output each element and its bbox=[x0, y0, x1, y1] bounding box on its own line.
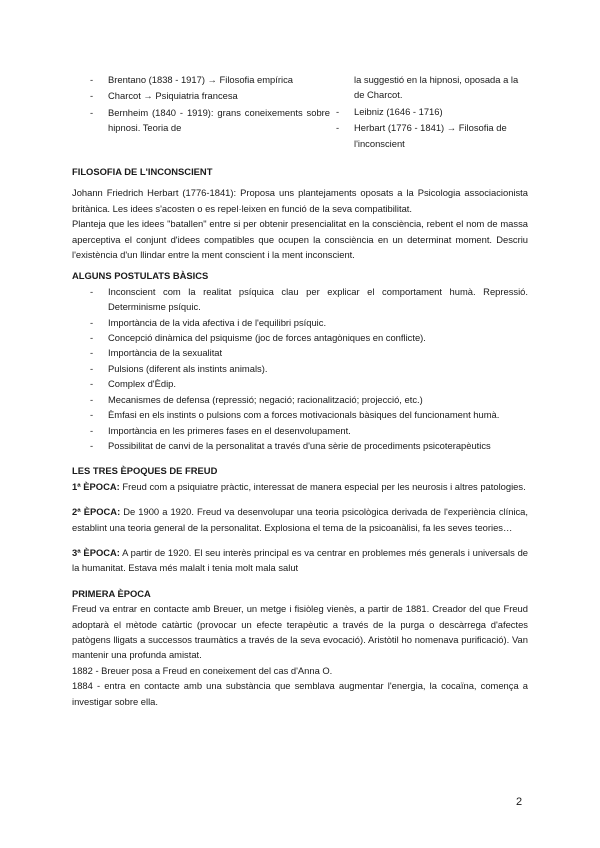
paragraph: Johann Friedrich Herbart (1776-1841): Proposa uns plantejaments oposats a la Psicologia associacionista britànica. Les idees s'acosten o es repel·leixen en funció de la seva compatibilitat. bbox=[72, 187, 528, 214]
page-number: 2 bbox=[516, 796, 523, 808]
list-item: - Importància de la vida afectiva i de l'equilibri psíquic. bbox=[90, 316, 327, 328]
paragraph: 1882 - Breuer posa a Freud en coneixement del cas d'Anna O. bbox=[72, 664, 333, 676]
section-heading: PRIMERA ÈPOCA bbox=[72, 587, 151, 599]
list-item: - Inconscient com la realitat psíquica clau per explicar el comportament humà. Repressió. Determinisme psíquic. bbox=[90, 285, 528, 313]
paragraph: Freud va entrar en contacte amb Breuer, un metge i fisiòleg vienès, a partir de 1881. Creador del que Freud adoptarà el mètode catàrtic (provocar un efecte terapèutic a través de la purga o descàrrega d'afectes patògens lligats a successos traumàtics a través de la seva evocació). Aristòtil ho nomenava purificació). Van mantenir una profunda amistat. bbox=[72, 603, 528, 661]
list-item: - Possibilitat de canvi de la personalitat a través d'una sèrie de procediments psicoterapèutics bbox=[90, 439, 491, 451]
section-heading: LES TRES ÈPOQUES DE FREUD bbox=[72, 465, 218, 477]
list-item: - Importància en les primeres fases en el desenvolupament. bbox=[90, 424, 351, 436]
postulates-list bbox=[90, 284, 528, 453]
main-content bbox=[72, 164, 528, 709]
list-item-continuation: la suggestió en la hipnosi, oposada a la de Charcot. bbox=[354, 74, 519, 101]
list-item: - Bernheim (1840 - 1919): grans coneixements sobre hipnosi. Teoria de bbox=[90, 106, 330, 134]
top-left-column bbox=[90, 72, 330, 137]
list-item: - Brentano (1838 - 1917) → Filosofia empírica bbox=[90, 74, 293, 85]
list-item: - Herbart (1776 - 1841) → Filosofia de l'inconscient bbox=[336, 122, 507, 149]
section-heading: ALGUNS POSTULATS BÀSICS bbox=[72, 270, 209, 282]
paragraph: 1884 - entra en contacte amb una substància que semblava augmentar l'energia, la cocaïna, comença a investigar sobre ella. bbox=[72, 680, 528, 707]
list-item: - Concepció dinàmica del psiquisme (joc de forces antagòniques en conflicte). bbox=[90, 332, 426, 344]
list-item: - Charcot → Psiquiatria francesa bbox=[90, 90, 238, 102]
epoch-2: 2ª ÈPOCA: De 1900 a 1920. Freud va desenvolupar una teoria psicològica derivada de l'experiència clínica, establint una teoria general de la personalitat. Explosiona el tema de la psicoanàlisi, fa les seves teories… bbox=[72, 506, 528, 533]
list-item: - Pulsions (diferent als instints animals). bbox=[90, 362, 268, 374]
list-item: - Mecanismes de defensa (repressió; negació; racionalització; projecció, etc.) bbox=[90, 393, 423, 405]
list-item: - Complex d'Èdip. bbox=[90, 378, 176, 390]
epoch-1: 1ª ÈPOCA: Freud com a psiquiatre pràctic, interessat de manera especial per les neurosis i altres patologies. bbox=[72, 480, 526, 492]
section-heading: FILOSOFIA DE L'INCONSCIENT bbox=[72, 166, 213, 177]
paragraph: Planteja que les idees "batallen" entre si per obtenir presencialitat en la consciència, rebent el nom de massa aperceptiva el conjunt d'idees compatibles que ocupen la consciència en un determinat moment. Descriu l'existència d'un llindar entre la ment conscient i la ment inconscient. bbox=[72, 218, 528, 261]
list-item: - Èmfasi en els instints o pulsions com a forces motivacionals bàsiques del funcionament humà. bbox=[90, 409, 500, 421]
epoch-3: 3ª ÈPOCA: A partir de 1920. El seu interès principal es va centrar en problemes més generals i universals de la humanitat. Estava més malalt i tenia molt mala salut bbox=[72, 546, 529, 574]
top-right-column bbox=[336, 72, 528, 152]
list-item: - Importància de la sexualitat bbox=[90, 347, 223, 359]
list-item: - Leibniz (1646 - 1716) bbox=[336, 105, 443, 117]
